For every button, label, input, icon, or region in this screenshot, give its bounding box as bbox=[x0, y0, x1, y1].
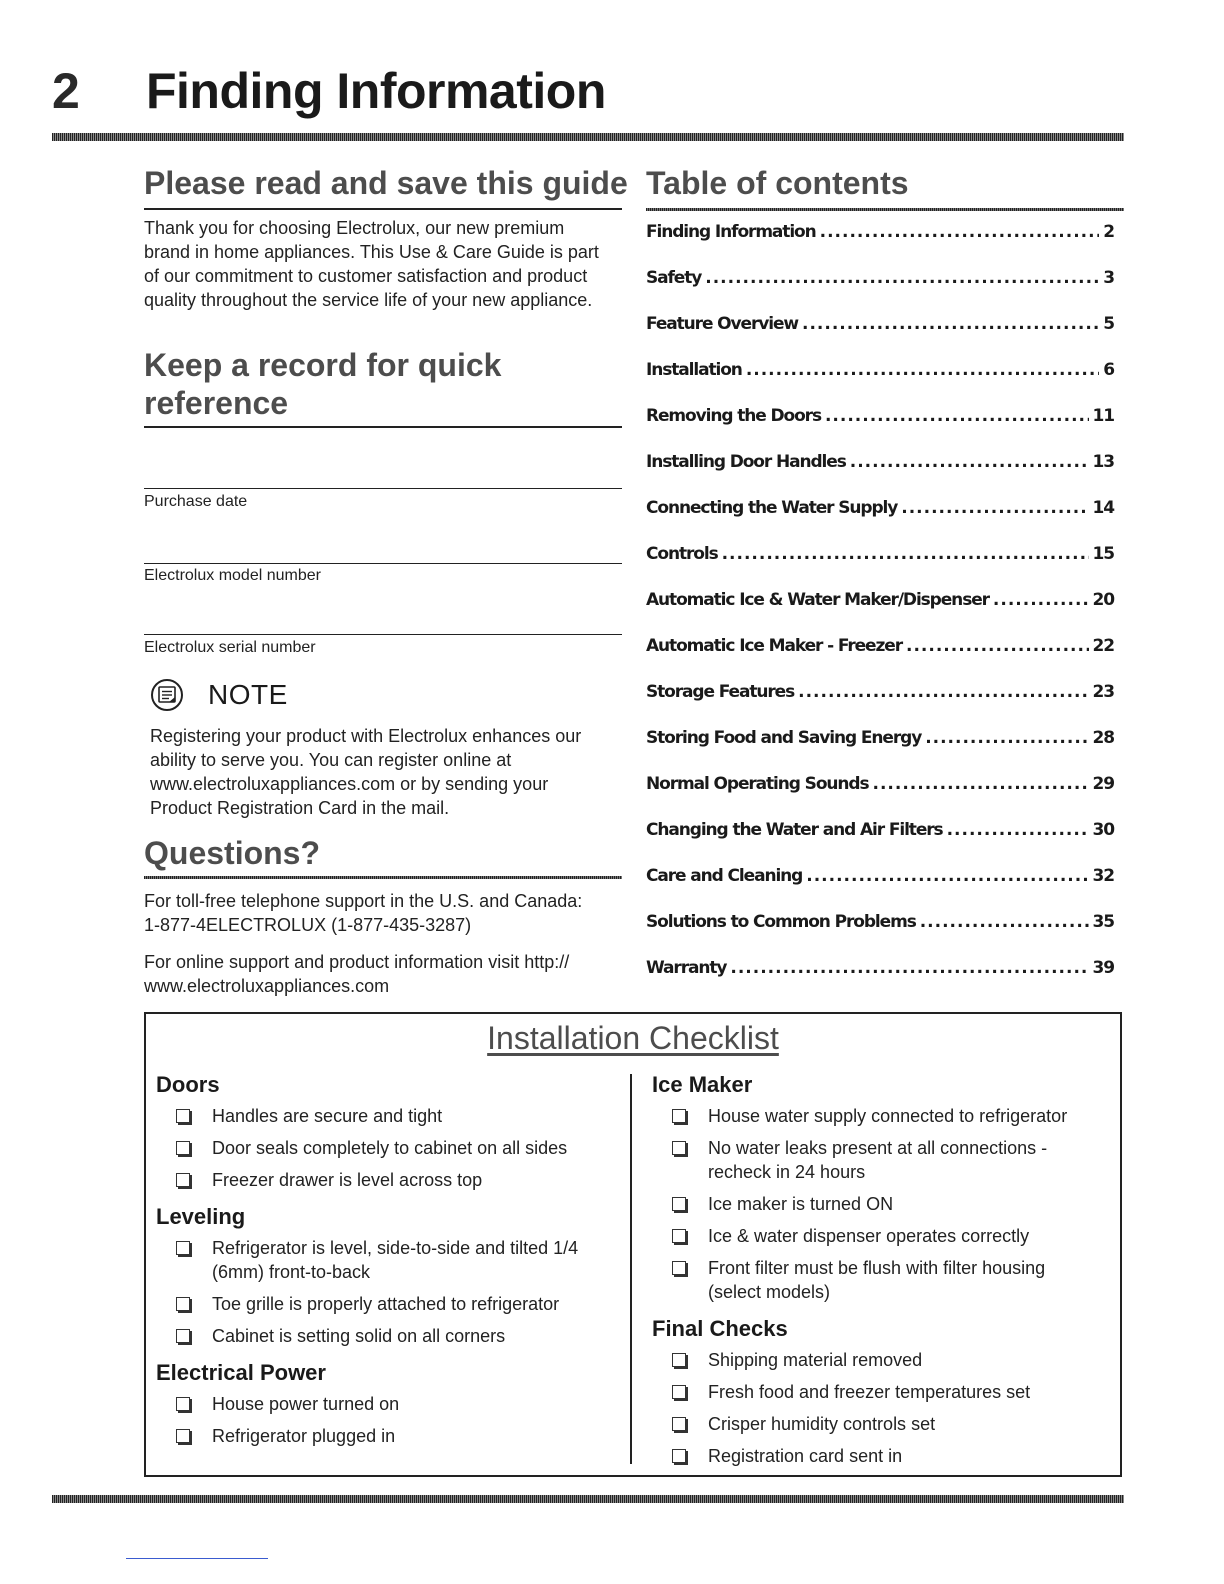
page-title: Finding Information bbox=[146, 63, 606, 119]
final-checks-list bbox=[652, 1348, 1112, 1468]
footer-rule bbox=[52, 1495, 1124, 1503]
toc-item[interactable] bbox=[646, 866, 1114, 912]
toc-dot-leader bbox=[873, 774, 1089, 794]
checklist-item-label: Cabinet is setting solid on all corners bbox=[212, 1326, 506, 1346]
checklist-item-label: House water supply connected to refrigerator bbox=[708, 1106, 1068, 1126]
toc-item[interactable] bbox=[646, 360, 1114, 406]
toc-item[interactable] bbox=[646, 222, 1114, 268]
toc-dot-leader bbox=[746, 360, 1099, 380]
toc-item-title: Installation bbox=[646, 360, 742, 380]
checklist-item-label: Crisper humidity controls set bbox=[708, 1414, 936, 1434]
checkbox-icon[interactable] bbox=[176, 1109, 190, 1123]
doors-heading: Doors bbox=[156, 1072, 220, 1097]
checklist-item-label: Handles are secure and tight bbox=[212, 1106, 443, 1126]
toc-item-page: 3 bbox=[1103, 268, 1114, 288]
toc-dot-leader bbox=[705, 268, 1099, 288]
toc-dot-leader bbox=[920, 912, 1089, 932]
toc-item[interactable] bbox=[646, 498, 1114, 544]
checklist-item bbox=[652, 1192, 1112, 1216]
ice-maker-heading: Ice Maker bbox=[652, 1072, 753, 1097]
toc-item-page: 5 bbox=[1103, 314, 1114, 334]
toc-dot-leader bbox=[730, 958, 1088, 978]
toc-item[interactable] bbox=[646, 958, 1114, 1004]
checkbox-icon[interactable] bbox=[672, 1109, 686, 1123]
checkbox-icon[interactable] bbox=[176, 1173, 190, 1187]
toc-item-title: Safety bbox=[646, 268, 702, 288]
ice-maker-list bbox=[652, 1104, 1112, 1304]
checklist-item bbox=[156, 1392, 616, 1416]
checklist-right-column bbox=[652, 1072, 1112, 1476]
intro-rule bbox=[144, 208, 622, 210]
toc-dot-leader bbox=[901, 498, 1088, 518]
toc-item-page: 39 bbox=[1092, 958, 1114, 978]
toc-item-page: 30 bbox=[1092, 820, 1114, 840]
intro-body: Thank you for choosing Electrolux, our new premium brand in home appliances. This Use & Care Guide is part of our commitment to customer satisfaction and product quality throughout the service life of your new appliance. bbox=[144, 218, 599, 310]
checkbox-icon[interactable] bbox=[672, 1229, 686, 1243]
toc-item-title: Automatic Ice Maker - Freezer bbox=[646, 636, 902, 656]
toc-item-title: Connecting the Water Supply bbox=[646, 498, 898, 518]
checklist-item bbox=[652, 1256, 1112, 1304]
checklist-item-label: Fresh food and freezer temperatures set bbox=[708, 1382, 1031, 1402]
note-icon bbox=[150, 678, 184, 712]
toc-item[interactable] bbox=[646, 452, 1114, 498]
doors-list bbox=[156, 1104, 616, 1192]
checkbox-icon[interactable] bbox=[672, 1141, 686, 1155]
checklist-item-label: Front filter must be flush with filter housing (select models) bbox=[708, 1258, 1046, 1302]
checklist-item bbox=[156, 1424, 616, 1448]
checklist-item-label: No water leaks present at all connections - recheck in 24 hours bbox=[708, 1138, 1048, 1182]
toc-dot-leader bbox=[798, 682, 1088, 702]
toc-item-page: 14 bbox=[1092, 498, 1114, 518]
checklist-item bbox=[156, 1136, 616, 1160]
final-checks-heading: Final Checks bbox=[652, 1316, 788, 1341]
toc-item-page: 23 bbox=[1092, 682, 1114, 702]
checklist-item bbox=[652, 1444, 1112, 1468]
checkbox-icon[interactable] bbox=[176, 1241, 190, 1255]
toc-item[interactable] bbox=[646, 636, 1114, 682]
checklist-item-label: Shipping material removed bbox=[708, 1350, 923, 1370]
toc-item-title: Automatic Ice & Water Maker/Dispenser bbox=[646, 590, 989, 610]
model-number-label: Electrolux model number bbox=[144, 567, 321, 584]
checklist-item bbox=[156, 1168, 616, 1192]
toc-item-page: 32 bbox=[1092, 866, 1114, 886]
toc-item-title: Controls bbox=[646, 544, 718, 564]
toc-dot-leader bbox=[806, 866, 1088, 886]
header-rule bbox=[52, 133, 1124, 141]
toc-item-page: 35 bbox=[1092, 912, 1114, 932]
toc-item-page: 2 bbox=[1103, 222, 1114, 242]
checklist-item bbox=[652, 1348, 1112, 1372]
toc-item-title: Normal Operating Sounds bbox=[646, 774, 869, 794]
toc-item-title: Removing the Doors bbox=[646, 406, 821, 426]
toc-item-title: Feature Overview bbox=[646, 314, 798, 334]
intro-heading: Please read and save this guide bbox=[144, 165, 628, 201]
toc-item-page: 6 bbox=[1103, 360, 1114, 380]
toc-dot-leader bbox=[820, 222, 1100, 242]
phone-support-text: For toll-free telephone support in the U.S. and Canada: bbox=[144, 891, 583, 911]
toc-item-page: 11 bbox=[1092, 406, 1114, 426]
toc-item-title: Solutions to Common Problems bbox=[646, 912, 916, 932]
support-url[interactable]: www.electroluxappliances.com bbox=[144, 976, 390, 996]
checklist-left-column bbox=[156, 1072, 616, 1456]
toc-item[interactable] bbox=[646, 590, 1114, 636]
toc-item-page: 22 bbox=[1092, 636, 1114, 656]
serial-number-label: Electrolux serial number bbox=[144, 639, 316, 656]
toc-item[interactable] bbox=[646, 406, 1114, 452]
checklist-item-label: Refrigerator plugged in bbox=[212, 1426, 396, 1446]
note-label: NOTE bbox=[208, 679, 288, 710]
electrical-power-list bbox=[156, 1392, 616, 1448]
toc-item-page: 20 bbox=[1092, 590, 1114, 610]
toc-item-page: 15 bbox=[1092, 544, 1114, 564]
toc-dot-leader bbox=[925, 728, 1088, 748]
note-body: Registering your product with Electrolux enhances our ability to serve you. You can register online at www.electroluxappliances.com or by sending your Product Registration Card in the mail. bbox=[150, 726, 582, 818]
checklist-item-label: House power turned on bbox=[212, 1394, 400, 1414]
checkbox-icon[interactable] bbox=[176, 1397, 190, 1411]
checklist-title: Installation Checklist bbox=[487, 1020, 779, 1056]
purchase-date-line[interactable] bbox=[144, 488, 622, 489]
toc-item[interactable] bbox=[646, 682, 1114, 728]
checklist-item-label: Freezer drawer is level across top bbox=[212, 1170, 483, 1190]
checklist-item bbox=[156, 1292, 616, 1316]
toc-dot-leader bbox=[850, 452, 1089, 472]
toc-dot-leader bbox=[993, 590, 1089, 610]
toc-list bbox=[646, 222, 1114, 1004]
checkbox-icon[interactable] bbox=[672, 1417, 686, 1431]
toc-item[interactable] bbox=[646, 544, 1114, 590]
toc-dot-leader bbox=[802, 314, 1099, 334]
purchase-date-label: Purchase date bbox=[144, 493, 248, 510]
toc-item-title: Installing Door Handles bbox=[646, 452, 846, 472]
checkbox-icon[interactable] bbox=[672, 1353, 686, 1367]
footer-link-underline bbox=[126, 1558, 268, 1559]
checklist-item bbox=[652, 1412, 1112, 1436]
toc-item-title: Storage Features bbox=[646, 682, 795, 702]
chapter-number: 2 bbox=[52, 63, 80, 119]
checklist-item bbox=[652, 1380, 1112, 1404]
toc-rule bbox=[646, 208, 1124, 211]
checklist-item bbox=[156, 1324, 616, 1348]
checkbox-icon[interactable] bbox=[672, 1261, 686, 1275]
toc-item[interactable] bbox=[646, 728, 1114, 774]
toc-dot-leader bbox=[825, 406, 1089, 426]
record-heading-line2: reference bbox=[144, 385, 289, 421]
checklist-item-label: Refrigerator is level, side-to-side and tilted 1/4 (6mm) front-to-back bbox=[212, 1238, 579, 1282]
checklist-item bbox=[652, 1136, 1112, 1184]
toc-item-title: Storing Food and Saving Energy bbox=[646, 728, 922, 748]
serial-number-line[interactable] bbox=[144, 634, 622, 635]
toc-item-title: Finding Information bbox=[646, 222, 816, 242]
toc-item[interactable] bbox=[646, 774, 1114, 820]
toc-item-page: 13 bbox=[1092, 452, 1114, 472]
toc-item[interactable] bbox=[646, 820, 1114, 866]
model-number-line[interactable] bbox=[144, 563, 622, 564]
questions-rule bbox=[144, 876, 622, 879]
electrical-power-heading: Electrical Power bbox=[156, 1360, 326, 1385]
checkbox-icon[interactable] bbox=[672, 1385, 686, 1399]
toc-heading: Table of contents bbox=[646, 165, 909, 201]
toc-item[interactable] bbox=[646, 268, 1114, 314]
checklist-item bbox=[156, 1236, 616, 1284]
toc-item-page: 29 bbox=[1092, 774, 1114, 794]
checkbox-icon[interactable] bbox=[176, 1141, 190, 1155]
leveling-list bbox=[156, 1236, 616, 1348]
toc-dot-leader bbox=[947, 820, 1089, 840]
checklist-item-label: Toe grille is properly attached to refrigerator bbox=[212, 1294, 560, 1314]
checkbox-icon[interactable] bbox=[672, 1449, 686, 1463]
checkbox-icon[interactable] bbox=[176, 1297, 190, 1311]
checkbox-icon[interactable] bbox=[176, 1329, 190, 1343]
toc-item[interactable] bbox=[646, 912, 1114, 958]
record-heading-line1: Keep a record for quick bbox=[144, 347, 502, 383]
checkbox-icon[interactable] bbox=[672, 1197, 686, 1211]
checklist-item-label: Door seals completely to cabinet on all sides bbox=[212, 1138, 568, 1158]
online-support-text: For online support and product information visit http:// bbox=[144, 952, 570, 972]
checklist-item bbox=[156, 1104, 616, 1128]
checklist-item-label: Ice maker is turned ON bbox=[708, 1194, 894, 1214]
checklist-item bbox=[652, 1104, 1112, 1128]
toc-dot-leader bbox=[722, 544, 1089, 564]
toc-item-title: Changing the Water and Air Filters bbox=[646, 820, 943, 840]
checklist-item-label: Ice & water dispenser operates correctly bbox=[708, 1226, 1030, 1246]
toc-item[interactable] bbox=[646, 314, 1114, 360]
leveling-heading: Leveling bbox=[156, 1204, 246, 1229]
checklist-item-label: Registration card sent in bbox=[708, 1446, 903, 1466]
toc-dot-leader bbox=[906, 636, 1089, 656]
toc-item-title: Warranty bbox=[646, 958, 727, 978]
questions-heading: Questions? bbox=[144, 835, 321, 871]
checklist-divider bbox=[630, 1074, 632, 1464]
toc-item-page: 28 bbox=[1092, 728, 1114, 748]
checkbox-icon[interactable] bbox=[176, 1429, 190, 1443]
checklist-item bbox=[652, 1224, 1112, 1248]
record-rule bbox=[144, 426, 622, 428]
toc-item-title: Care and Cleaning bbox=[646, 866, 803, 886]
phone-number: 1-877-4ELECTROLUX (1-877-435-3287) bbox=[144, 915, 472, 935]
